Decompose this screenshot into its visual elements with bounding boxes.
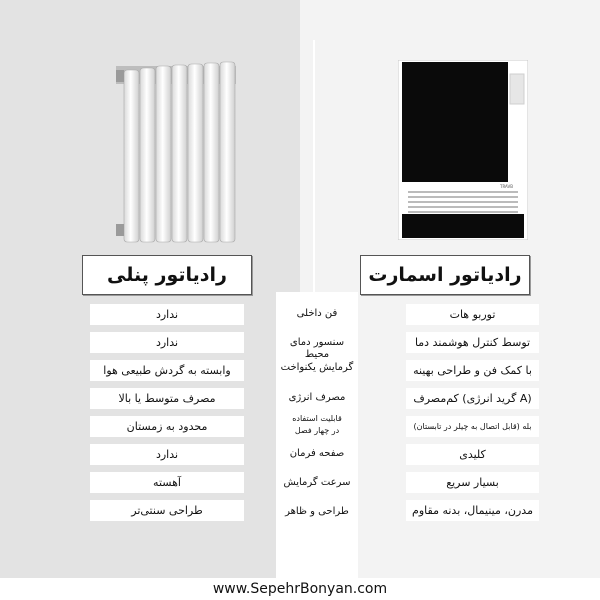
panel-radiator-image	[114, 60, 238, 244]
feature-label: سرعت گرمایش	[283, 477, 351, 488]
website-link[interactable]: www.SepehrBonyan.com	[0, 578, 600, 600]
feature-label: مصرف انرژی	[288, 392, 346, 403]
left-value-cell: طراحی سنتی‌تر	[90, 500, 244, 521]
left-value-cell: ندارد	[90, 332, 244, 353]
feature-label: گرمایش یکنواخت	[280, 362, 354, 373]
left-value-cell: آهسته	[90, 472, 244, 493]
right-value-cell: کلیدی	[406, 444, 539, 465]
right-value-cell: با کمک فن و طراحی بهینه	[406, 360, 539, 381]
feature-label: فن داخلی	[296, 308, 338, 319]
feature-label: سنسور دمای محیط	[289, 337, 345, 360]
smart-radiator-image	[398, 60, 528, 240]
right-value-cell: بله (قابل اتصال به چیلر در تابستان)	[406, 416, 539, 437]
feature-label: صفحه فرمان	[289, 448, 345, 459]
left-value-cell: وابسته به گردش طبیعی هوا	[90, 360, 244, 381]
left-title: رادیاتور پنلی	[82, 255, 252, 295]
feature-label: طراحی و ظاهر	[285, 506, 349, 517]
right-value-cell: مدرن، مینیمال، بدنه مقاوم	[406, 500, 539, 521]
left-value-cell: ندارد	[90, 444, 244, 465]
right-value-cell: بسیار سریع	[406, 472, 539, 493]
left-value-cell: ندارد	[90, 304, 244, 325]
brand-label: TRAVB	[500, 184, 514, 189]
left-value-cell: محدود به زمستان	[90, 416, 244, 437]
left-value-cell: مصرف متوسط یا بالا	[90, 388, 244, 409]
feature-label: قابلیت استفاده در چهار فصل	[292, 414, 342, 435]
right-value-cell: توربو هات	[406, 304, 539, 325]
right-title: رادیاتور اسمارت	[360, 255, 530, 295]
right-value-cell: توسط کنترل هوشمند دما	[406, 332, 539, 353]
right-value-cell: (A گرید انرژی) کم‌مصرف	[406, 388, 539, 409]
